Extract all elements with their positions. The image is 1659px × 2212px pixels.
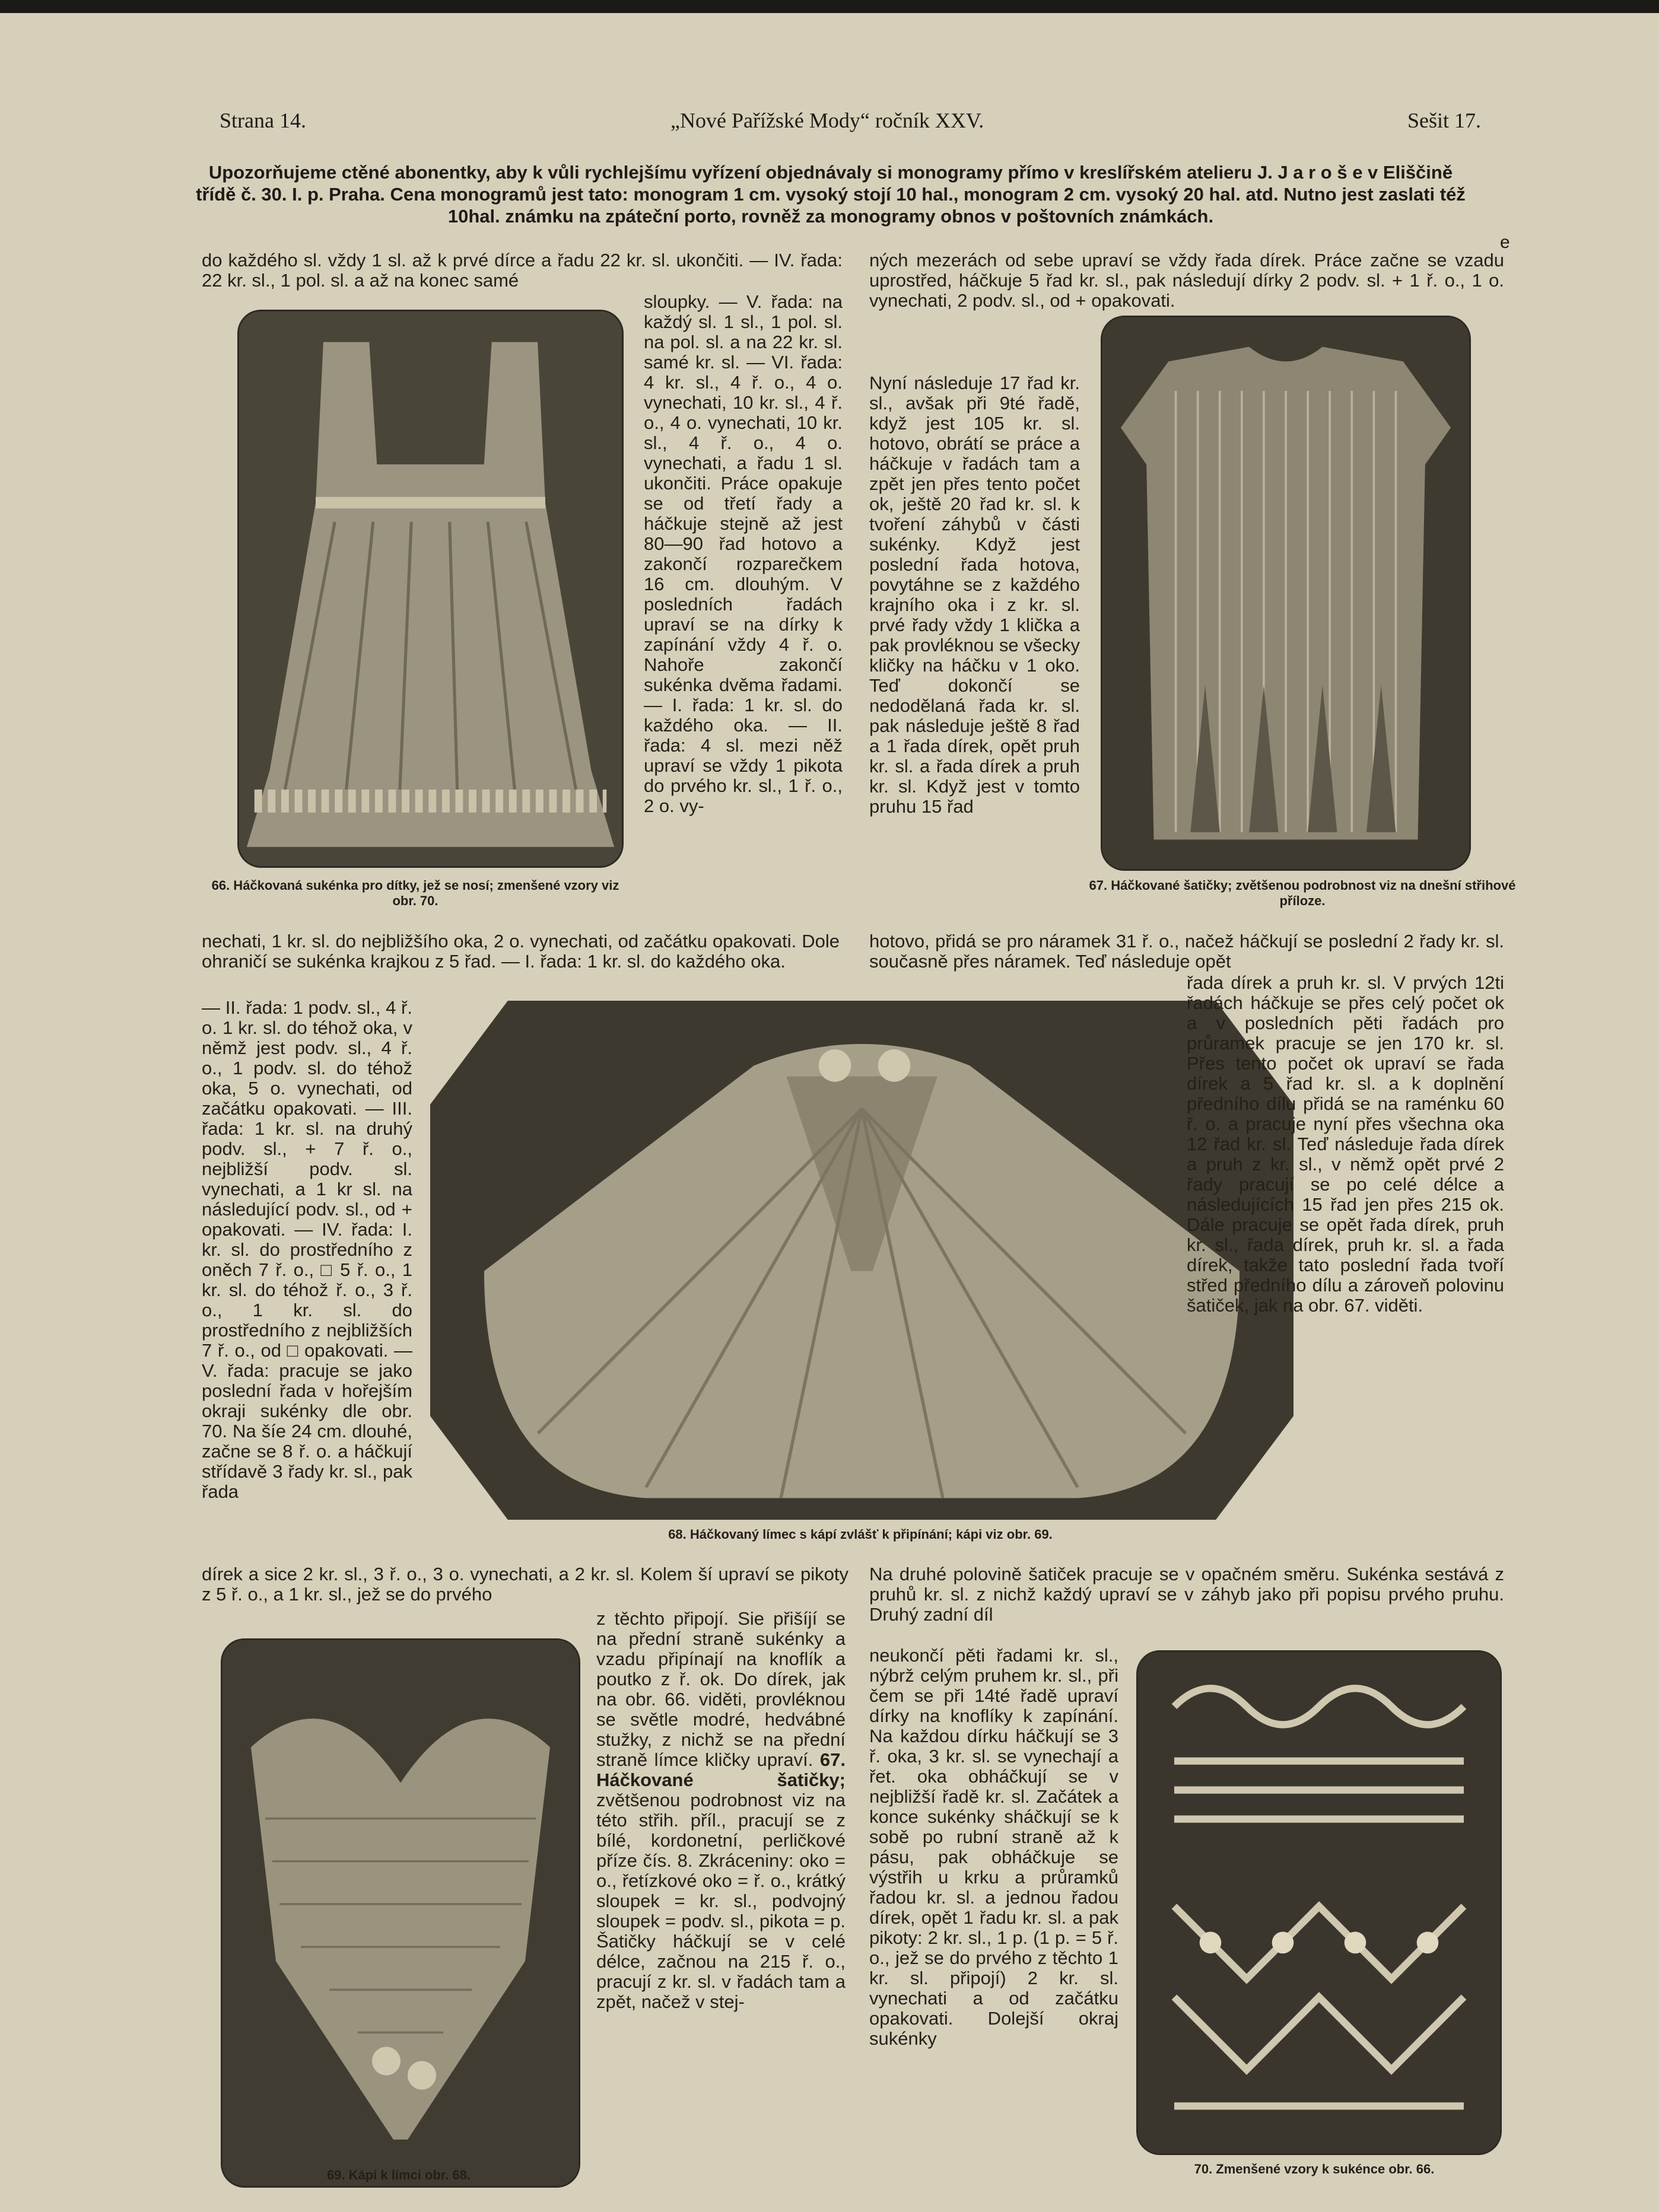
- text-block-2: sloupky. — V. řada: na každý sl. 1 sl., 1 pol. sl. na pol. sl. a na 22 kr. sl. samé kr. sl. — VI. řada: 4 kr. sl., 4 ř. o., 4 o. vynechati, 10 kr. sl., 4 ř. o., 4 o. vynechati, 10 kr. sl., 4 ř. o., 4 o. vynechati, a řadu 1 sl. ukončiti. Práce opakuje se od třetí řady a háčkuje stejně až jest 80—90 řad hotovo a zakončí rozparečkem 16 cm. dlouhým. V posledních řadách upraví se na dírky k zapínání vždy 4 ř. o. Nahoře zakončí sukénka dvěma řadami. — I. řada: 1 kr. sl. do každého oka. — II. řada: 4 sl. mezi něž upraví se vždy 1 pikota do prvého kr. sl., 1 ř. o., 2 o. vy-: [644, 291, 843, 816]
- caption-68: 68. Háčkovaný límec s kápí zvlášť k připínání; kápi viz obr. 69.: [668, 1527, 1053, 1542]
- edge-mark: e: [1500, 233, 1510, 252]
- text-block-12: neukončí pěti řadami kr. sl., nýbrž celým pruhem kr. sl., při čem se při 14té řadě upraví dírky na knoflíky k zapínání. Na každou dírku háčkují se 3 ř. oka, 3 kr. sl. se vynechají a řet. oka obháčkují se v nejbližší řadě kr. sl. Začátek a konce sukénky sháčkují se k sobě po rubní straně až k pásu, pak obháčkuje se výstřih u krku a průramků řadou kr. sl. a jednou řadou dírek, opět 1 řadu kr. sl. a pak pikoty: 2 kr. sl., 1 p. (1 p. = 5 ř. o., jež se do prvého z těchto 1 kr. sl. připojí) 2 kr. sl. vynechati a od začátku opakovati. Dolejší okraj sukénky: [869, 1645, 1118, 2049]
- figure-66-crochet-skirt: [237, 310, 624, 868]
- figure-67-crochet-dress: [1101, 316, 1471, 871]
- figure-70-patterns: [1136, 1650, 1502, 2155]
- figure-69-hood: [221, 1638, 580, 2188]
- figure-68-crochet-collar: [430, 1001, 1293, 1520]
- text-block-11: Na druhé polovině šatiček pracuje se v opačném směru. Sukénka sestává z pruhů kr. sl. z nichž každý upraví se v záhyb jako při popisu prvého pruhu. Druhý zadní díl: [869, 1564, 1504, 1625]
- caption-69: 69. Kápi k límci obr. 68.: [326, 2168, 471, 2182]
- text-block-6: [596, 1609, 846, 2012]
- running-header: [220, 108, 1481, 138]
- text-block-7: ných mezerách od sebe upraví se vždy řada dírek. Práce začne se vzadu uprostřed, háčkuje 5 řad kr. sl., pak následují dírky 2 podv. sl. + 1 ř. o., 1 o. vynechati, 2 podv. sl., od + opakovati.: [869, 250, 1504, 311]
- text-block-4: — II. řada: 1 podv. sl., 4 ř. o. 1 kr. sl. do téhož oka, v němž jest podv. sl., 4 ř. o., 1 podv. sl. do téhož oka, 5 o. vynechati, od začátku opakovati. — III. řada: 1 kr. sl. na druhý podv. sl., + 7 ř. o., nejbližší podv. sl. vynechati, a 1 kr sl. na následující podv. sl., od + opakovati. — IV. řada: I. kr. sl. do prostředního z oněch 7 ř. o., □ 5 ř. o., 1 kr. sl. do téhož ř. o., 3 ř. o., 1 kr. sl. do prostředního z nejbližších 7 ř. o., od □ opakovati. — V. řada: pracuje se jako poslední řada v hořejším okraji sukénky dle obr. 70. Na šíe 24 cm. dlouhé, začne se 8 ř. o. a háčkují střídavě 3 řady kr. sl., pak řada: [202, 997, 412, 1502]
- text-block-6b: zvětšenou podrobnost viz na této střih. příl., pracují se z bílé, kordonetní, perličkové příze čís. 8. Zkráceniny: oko = o., řetízkové oko = ř. o., krátký sloupek = kr. sl., podvojný sloupek = podv. sl., pikota = p. Šatičky háčkují se v celé délce, začnou na 215 ř. o., pracují z kr. sl. v řadách tam a zpět, načež v stej-: [596, 1790, 846, 2012]
- issue-number: Sešit 17.: [1407, 109, 1481, 132]
- fig67-heading: 67. Háčkované šatičky;: [596, 1749, 846, 1790]
- text-block-6a: z těchto připojí. Sie přišíjí se na přední straně sukénky a vzadu připínají na knoflík a poutko z ř. ok. Do dírek, jak na obr. 66. viděti, provléknou se světle modré, hedvábné stužky, z nichž se na přední straně límce kličky upraví.: [596, 1608, 846, 1770]
- text-block-9: hotovo, přidá se pro náramek 31 ř. o., načež háčkují se poslední 2 řady kr. sl. současně přes náramek. Teď následuje opět: [869, 931, 1504, 972]
- caption-67: 67. Háčkované šatičky; zvětšenou podrobnost viz na dnešní střihové příloze.: [1089, 878, 1516, 908]
- caption-70: 70. Zmenšené vzory k sukénce obr. 66.: [1194, 2162, 1435, 2176]
- page: [0, 13, 1659, 2212]
- text-block-10: řada dírek a pruh kr. sl. V prvých 12ti řadách háčkuje se přes celý počet ok a v posledních pěti řadách pro průramek pracuje se jen 170 kr. sl. Přes tento počet ok upraví se řada dírek a 5 řad kr. sl. a k doplnění předního dílu přidá se na raménku 60 ř. o. a pracuje nyní přes všechna oka 12 řad kr. sl. Teď následuje řada dírek a pruh z kr. sl., v němž opět prvé 2 řady pracují se po celé délce a následujících 15 řad jen přes 215 ok. Dále pracuje se opět řada dírek, pruh kr. sl., řada dírek, pruh kr. sl. a řada dírek, takže tato poslední řada tvoří střed předního dílu a zároveň polovinu šatiček, jak na obr. 67. viděti.: [1187, 972, 1504, 1316]
- text-block-5: dírek a sice 2 kr. sl., 3 ř. o., 3 o. vynechati, a 2 kr. sl. Kolem ší upraví se pikoty z 5 ř. o., a 1 kr. sl., jež se do prvého: [202, 1564, 848, 1605]
- text-block-3: nechati, 1 kr. sl. do nejbližšího oka, 2 o. vynechati, od začátku opakovati. Dole ohraničí se sukénka krajkou z 5 řad. — I. řada: 1 kr. sl. do každého oka.: [202, 931, 840, 972]
- magazine-title: „Nové Pařížské Mody“ ročník XXV.: [670, 109, 984, 132]
- text-block-1: do každého sl. vždy 1 sl. až k prvé dírce a řadu 22 kr. sl. ukončiti. — IV. řada: 22 kr. sl., 1 pol. sl. a až na konec samé: [202, 250, 843, 291]
- text-block-8: Nyní následuje 17 řad kr. sl., avšak při 9té řadě, když jest 105 kr. sl. hotovo, obrátí se práce a háčkuje v řadách tam a zpět jen přes tento počet ok, ještě 20 řad kr. sl. k tvoření záhybů v části sukénky. Když jest poslední řada hotova, povytáhne se z každého krajního oka i z kr. sl. prvé řady vždy 1 klička a pak provléknou se všecky kličky na háčku v 1 oko. Teď dokončí se nedodělaná řada kr. sl. pak následuje ještě 8 řad a 1 řada dírek, opět pruh kr. sl. a řada dírek a pruh kr. sl. Když jest v tomto pruhu 15 řad: [869, 373, 1080, 817]
- page-number: Strana 14.: [220, 109, 306, 132]
- caption-66: 66. Háčkovaná sukénka pro dítky, jež se nosí; zmenšené vzory viz obr. 70.: [211, 878, 619, 908]
- monogram-notice: Upozorňujeme ctěné abonentky, aby k vůli rychlejšímu vyřízení objednávaly si monogramy přímo v kreslířském atelieru J. J a r o š e v Eliščině třídě č. 30. I. p. Praha. Cena monogramů jest tato: monogram 1 cm. vysoký stojí 10 hal., monogram 2 cm. vysoký 20 hal. atd. Nutno jest zaslati též 10hal. známku na zpáteční porto, rovněž za monogramy obnos v poštovních známkách.: [196, 162, 1466, 227]
